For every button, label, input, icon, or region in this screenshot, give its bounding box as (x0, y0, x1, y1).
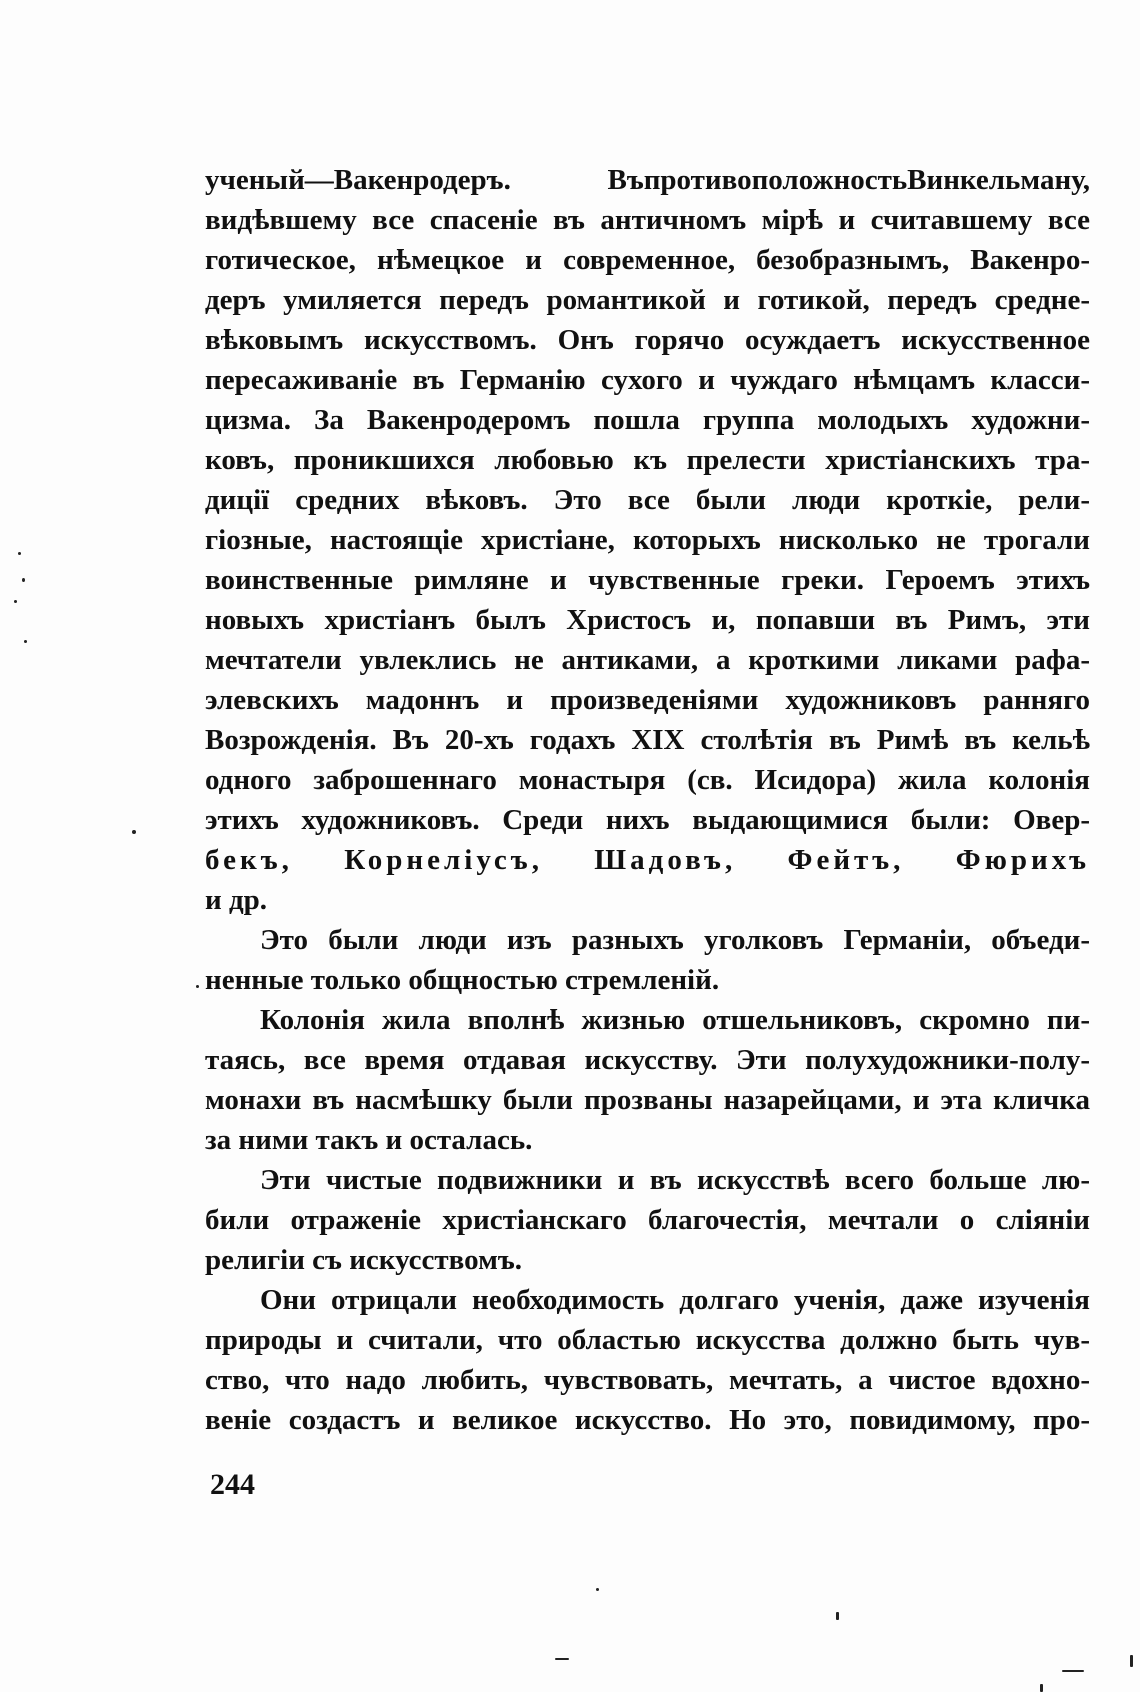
text-line: Это были люди изъ разныхъ уголковъ Германіи, объеди- (260, 924, 1090, 956)
text-line: гіозные, настоящіе христіане, которыхъ нисколько не трогали (205, 524, 1090, 556)
page-number: 244 (210, 1468, 255, 1501)
scan-speck (596, 1588, 599, 1591)
text-line: мечтатели увлеклись не антиками, а кроткими ликами рафа- (205, 644, 1090, 676)
text-line: бекъ, Корнеліусъ, Шадовъ, Фейтъ, Фюрихъ (205, 844, 1090, 876)
text-line: природы и считали, что областью искусства должно быть чув- (205, 1324, 1090, 1356)
text-line: Возрожденія. Въ 20-хъ годахъ XIX столѣтія въ Римѣ въ кельѣ (205, 724, 1090, 756)
scan-speck (1040, 1684, 1043, 1692)
text-line: били отраженіе христіанскаго благочестія, мечтали о сліяніи (205, 1204, 1090, 1236)
text-line: пересаживаніе въ Германію сухого и чуждаго нѣмцамъ класси- (205, 364, 1090, 396)
text-line: элевскихъ мадоннъ и произведеніями художниковъ ранняго (205, 684, 1090, 716)
text-line: деръ умиляется передъ романтикой и готикой, передъ средне- (205, 284, 1090, 316)
text-line: монахи въ насмѣшку были прозваны назарейцами, и эта кличка (205, 1084, 1090, 1116)
text-line: ненные только общностью стремленій. (205, 964, 720, 996)
text-line: диції средних вѣковъ. Это все были люди кроткіе, рели- (205, 484, 1090, 516)
text-line: цизма. За Вакенродеромъ пошла группа молодыхъ художни- (205, 404, 1090, 436)
text-line: вѣковымъ искусствомъ. Онъ горячо осуждаетъ искусственное (205, 324, 1090, 356)
text-line: видѣвшему все спасеніе въ античномъ мірѣ и считавшему все (205, 204, 1090, 236)
text-line: ковъ, проникшихся любовью къ прелести христіанскихъ тра- (205, 444, 1090, 476)
scan-speck (22, 578, 25, 582)
text-line: воинственные римляне и чувственные греки. Героемъ этихъ (205, 564, 1090, 596)
text-line: за ними такъ и осталась. (205, 1124, 533, 1156)
scan-speck (18, 552, 21, 555)
scan-speck (14, 600, 17, 603)
scan-speck (132, 830, 136, 834)
text-line: ученый—Вакенродеръ. ВъпротивоположностьВинкельману, (205, 164, 1090, 196)
text-line: религіи съ искусствомъ. (205, 1244, 522, 1276)
text-line: одного заброшеннаго монастыря (св. Исидора) жила колонія (205, 764, 1090, 796)
text-line: Они отрицали необходимость долгаго ученія, даже изученія (260, 1284, 1090, 1316)
scan-speck (1130, 1655, 1133, 1667)
scan-speck (836, 1612, 839, 1620)
scan-speck (555, 1658, 569, 1660)
text-line: ство, что надо любить, чувствовать, мечтать, а чистое вдохно- (205, 1364, 1090, 1396)
text-line: готическое, нѣмецкое и современное, безобразнымъ, Вакенро- (205, 244, 1090, 276)
text-line: новыхъ христіанъ былъ Христосъ и, попавши въ Римъ, эти (205, 604, 1090, 636)
text-line: Эти чистые подвижники и въ искусствѣ всего больше лю- (260, 1164, 1090, 1196)
text-line: этихъ художниковъ. Среди нихъ выдающимися были: Овер- (205, 804, 1090, 836)
scan-speck (24, 640, 27, 643)
text-line: веніе создастъ и великое искусство. Но это, повидимому, про- (205, 1404, 1090, 1436)
text-line: Колонія жила вполнѣ жизнью отшельниковъ, скромно пи- (260, 1004, 1090, 1036)
text-line: и др. (205, 884, 268, 916)
body-text (205, 160, 1090, 1440)
text-line: таясь, все время отдавая искусству. Эти полухудожники-полу- (205, 1044, 1090, 1076)
scan-speck (196, 985, 199, 988)
scan-speck (1062, 1670, 1084, 1672)
